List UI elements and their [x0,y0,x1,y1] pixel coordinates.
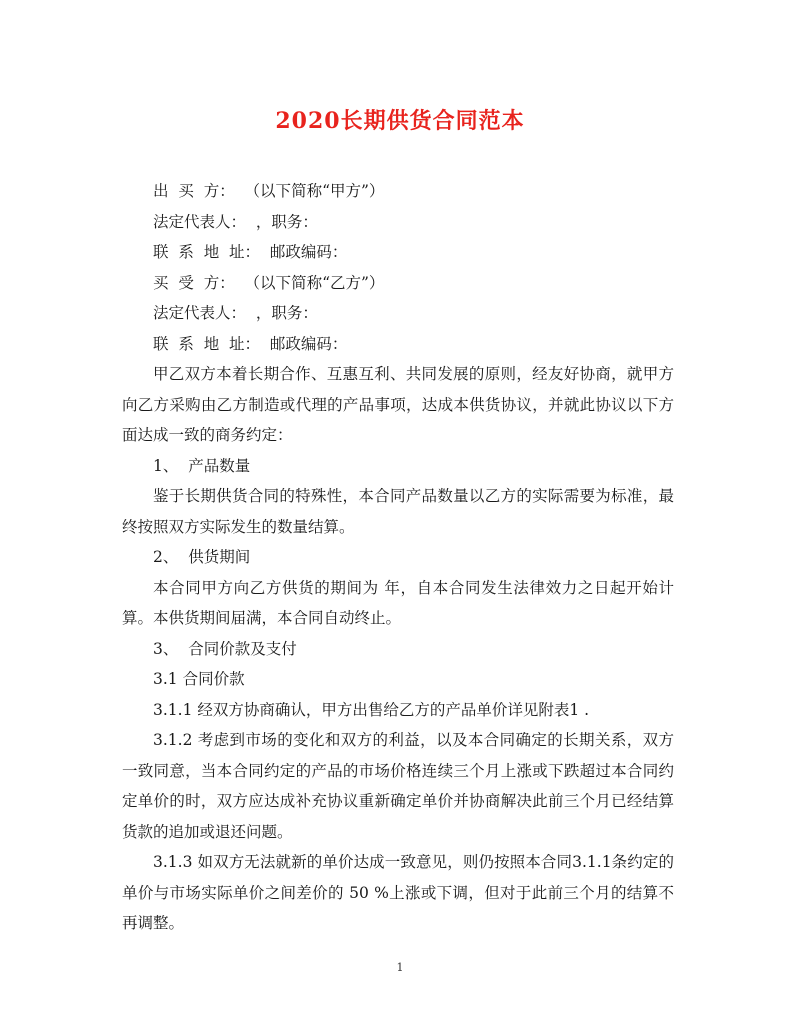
section-1-paragraph: 鉴于长期供货合同的特殊性，本合同产品数量以乙方的实际需要为标准，最终按照双方实际发生的数量结算。 [122,487,674,536]
document-title: 2020长期供货合同范本 [275,108,525,134]
section-3-1-1-paragraph: 3.1.1 经双方协商确认，甲方出售给乙方的产品单价详见附表1 . [153,700,590,719]
seller-line: 出 买 方： （以下简称“甲方”） [153,182,385,200]
intro-paragraph: 甲乙双方本着长期合作、互惠互利、共同发展的原则，经友好协商，就甲方向乙方采购由乙方制造或代理的产品事项，达成本供货协议，并就此协议以下方面达成一致的商务约定： [122,365,674,444]
section-3-1-heading: 3.1 合同价款 [153,670,245,688]
buyer-address-line: 联 系 地 址： 邮政编码： [153,334,348,353]
section-2-paragraph: 本合同甲方向乙方供货的期间为 年，自本合同发生法律效力之日起开始计算。本供货期间届满，本合同自动终止。 [122,578,674,627]
buyer-line: 买 受 方： （以下简称“乙方”） [153,273,385,292]
section-2-heading: 2、 供货期间 [153,548,251,566]
seller-representative-line: 法定代表人： ，职务： [153,212,318,231]
section-3-1-2-paragraph: 3.1.2 考虑到市场的变化和双方的利益，以及本合同确定的长期关系，双方一致同意，当本合同约定的产品的市场价格连续三个月上涨或下跌超过本合同约定单价的时，双方应达成补充协议重新确定单价并协商解决此前三个月已经结算货款的追加或退还问题。 [122,731,674,841]
page-number: 1 [396,961,404,974]
buyer-representative-line: 法定代表人： ，职务： [153,304,318,322]
seller-address-line: 联 系 地 址： 邮政编码： [153,243,348,261]
section-1-heading: 1、 产品数量 [153,456,251,475]
section-3-heading: 3、 合同价款及支付 [153,639,297,658]
document-body [122,176,674,939]
section-3-1-3-paragraph: 3.1.3 如双方无法就新的单价达成一致意见，则仍按照本合同3.1.1条约定的单价与市场实际单价之间差价的 50 %上涨或下调，但对于此前三个月的结算不再调整。 [122,853,674,932]
